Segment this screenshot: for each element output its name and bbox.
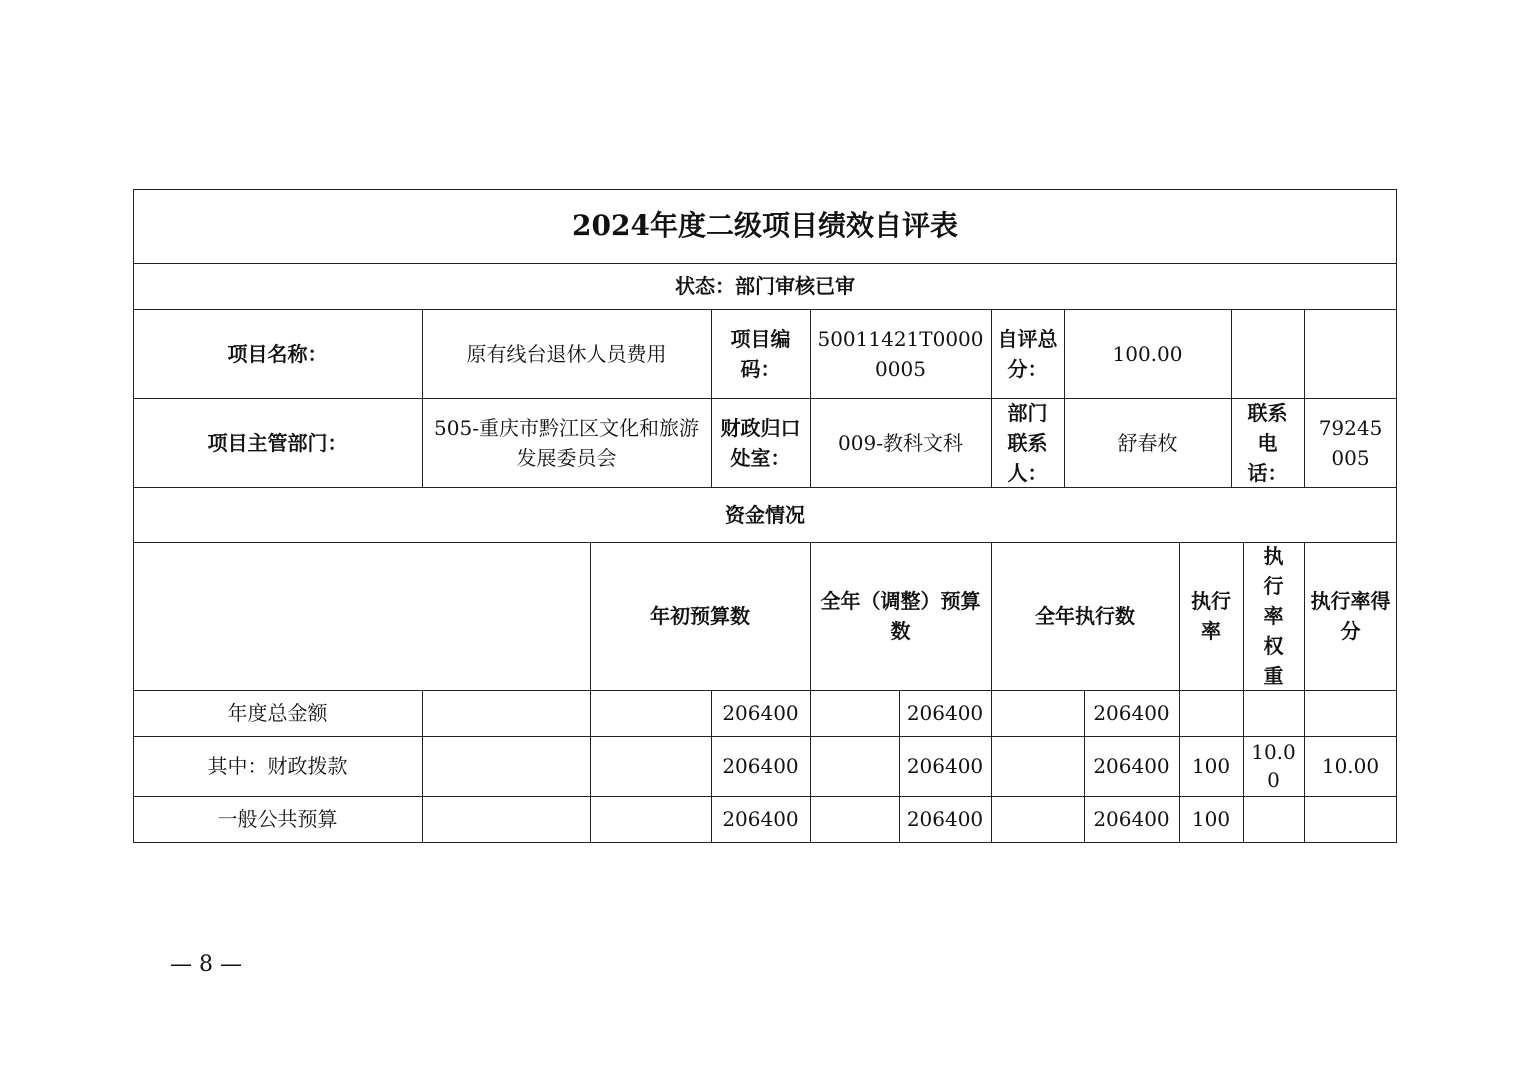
funds-weight: 10.00 (1251, 740, 1296, 792)
funds-executed: 206400 (1093, 701, 1170, 725)
finance-office-value: 009-教科文科 (838, 430, 963, 455)
contact-person-label: 部门联系人： (1007, 400, 1048, 485)
empty-label-cell (1231, 309, 1304, 398)
form-title: 2024年度二级项目绩效自评表 (572, 209, 958, 242)
self-score-value: 100.00 (1112, 341, 1183, 366)
table-border-bottom (133, 842, 1397, 843)
funds-rate (1179, 690, 1243, 736)
funds-initial-budget: 206400 (722, 754, 799, 778)
funds-row-label: 年度总金额 (227, 701, 328, 725)
project-code-value: 50011421T00000005 (817, 326, 984, 381)
contact-person-value: 舒春枚 (1117, 430, 1178, 455)
table-rule (422, 690, 423, 842)
project-name-value: 原有线台退休人员费用 (466, 341, 667, 366)
project-code-label: 项目编码： (730, 326, 791, 381)
funds-adjusted-budget: 206400 (906, 701, 984, 725)
funds-initial-budget: 206400 (722, 701, 799, 725)
project-name-label: 项目名称： (227, 341, 328, 366)
funds-weight (1243, 796, 1304, 842)
department-label: 项目主管部门： (207, 430, 348, 455)
funds-weight (1243, 690, 1304, 736)
funds-header-blank (133, 542, 590, 690)
funds-rate: 100 (1191, 807, 1231, 831)
funds-row-label: 其中：财政拨款 (207, 754, 348, 778)
funds-header-weight: 执行率权重 (1263, 544, 1284, 688)
performance-evaluation-table (133, 189, 1397, 843)
table-rule (991, 690, 992, 842)
funds-header-rate: 执行率 (1191, 589, 1231, 643)
self-score-label: 自评总分： (997, 326, 1058, 381)
empty-value-cell (1304, 309, 1397, 398)
funds-score (1304, 690, 1397, 736)
funds-header-adjusted-budget: 全年（调整）预算数 (820, 589, 981, 643)
funds-score: 10.00 (1321, 754, 1380, 778)
funds-score (1304, 796, 1397, 842)
table-rule (810, 690, 811, 842)
table-rule (590, 690, 591, 842)
funds-header-initial-budget: 年初预算数 (650, 604, 750, 628)
funds-rate: 100 (1191, 754, 1231, 778)
department-value: 505-重庆市黔江区文化和旅游发展委员会 (434, 415, 699, 470)
finance-office-label: 财政归口处室： (720, 415, 801, 470)
funds-initial-budget: 206400 (722, 807, 799, 831)
funds-header-score: 执行率得分 (1310, 589, 1391, 643)
funds-row-label: 一般公共预算 (217, 807, 338, 831)
funds-adjusted-budget: 206400 (906, 807, 984, 831)
page-number: — 8 — (170, 952, 242, 977)
funds-executed: 206400 (1093, 807, 1170, 831)
funds-adjusted-budget: 206400 (906, 754, 984, 778)
funds-header-executed: 全年执行数 (1035, 604, 1135, 628)
funds-section-title: 资金情况 (725, 502, 805, 527)
funds-executed: 206400 (1093, 754, 1170, 778)
status-label: 状态：部门审核已审 (675, 274, 855, 298)
contact-phone-value: 79245005 (1318, 415, 1383, 470)
contact-phone-label: 联系电话： (1247, 400, 1288, 485)
